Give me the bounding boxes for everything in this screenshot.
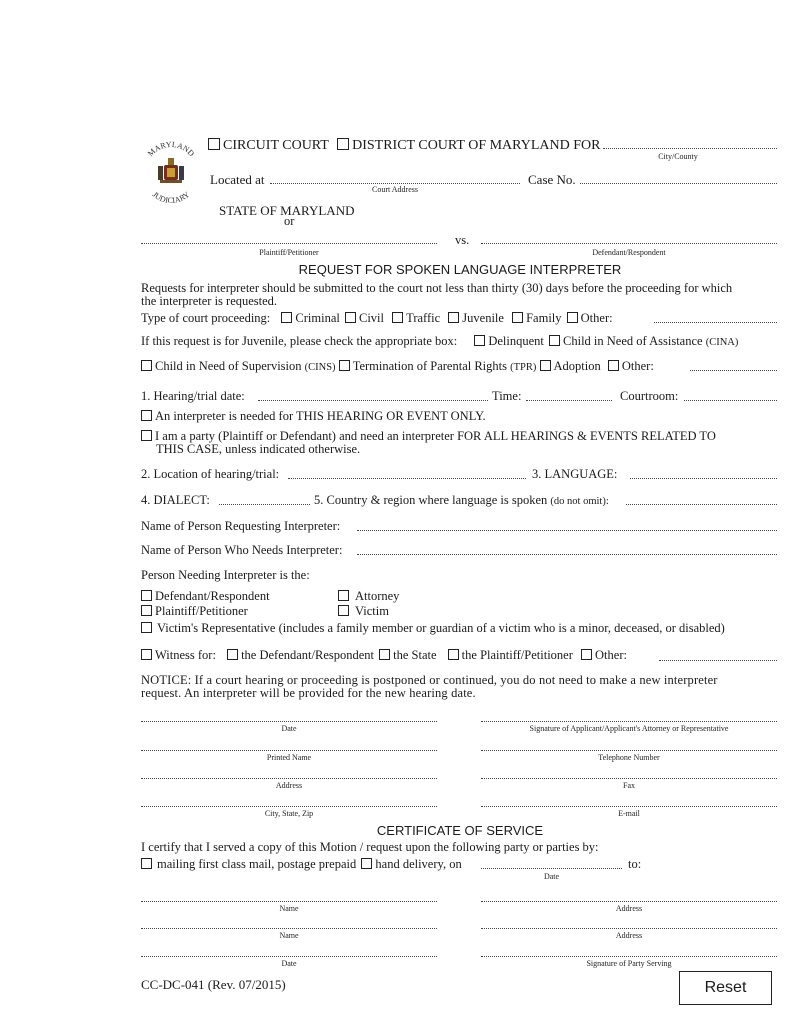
party-address-1-field[interactable] xyxy=(481,901,777,902)
applicant-date-caption: Date xyxy=(281,724,297,733)
printed-name-caption: Printed Name xyxy=(266,753,312,762)
witness-defendant-checkbox[interactable] xyxy=(227,649,238,660)
juvenile-label: Juvenile xyxy=(462,311,504,325)
defendant-caption: Defendant/Respondent xyxy=(592,248,666,257)
server-signature-caption: Signature of Party Serving xyxy=(586,959,672,968)
svg-text:MARYLAND xyxy=(146,140,196,158)
courtroom-field[interactable] xyxy=(684,400,777,401)
plaintiff-petitioner-label: Plaintiff/Petitioner xyxy=(155,604,248,618)
country-note: (do not omit): xyxy=(550,496,609,507)
witness-other-checkbox[interactable] xyxy=(581,649,592,660)
cina-suffix: (CINA) xyxy=(705,337,739,348)
courtroom-label: Courtroom: xyxy=(620,389,679,403)
juvenile-other-checkbox[interactable] xyxy=(608,360,619,371)
victim-representative-checkbox[interactable] xyxy=(141,622,152,633)
traffic-checkbox[interactable] xyxy=(392,312,403,323)
mail-service-label: mailing first class mail, postage prepaid xyxy=(157,857,357,871)
address-caption: Address xyxy=(275,781,303,790)
proceeding-row xyxy=(141,311,613,326)
plaintiff-caption: Plaintiff/Petitioner xyxy=(259,248,319,257)
form-id: CC-DC-041 (Rev. 07/2015) xyxy=(141,977,286,992)
all-hearings-label-line2: THIS CASE, unless indicated otherwise. xyxy=(156,442,361,456)
city-county-caption: City/County xyxy=(658,152,698,161)
family-checkbox[interactable] xyxy=(512,312,523,323)
service-date-caption: Date xyxy=(543,872,560,881)
adoption-label: Adoption xyxy=(553,359,601,373)
cins-suffix: (CINS) xyxy=(304,362,336,373)
adoption-checkbox[interactable] xyxy=(540,360,551,371)
address-field[interactable] xyxy=(141,778,437,779)
witness-state-label: the State xyxy=(393,648,437,662)
party-address-1-caption: Address xyxy=(615,904,643,913)
email-caption: E-mail xyxy=(618,809,640,818)
attorney-checkbox[interactable] xyxy=(338,590,349,601)
juvenile-other-field[interactable] xyxy=(690,370,777,371)
notice-line-2: request. An interpreter will be provided for the new hearing date. xyxy=(141,686,476,700)
seal-top-text: MARYLAND xyxy=(145,139,197,159)
scope-this-hearing-row xyxy=(141,409,486,424)
country-field[interactable] xyxy=(626,504,777,505)
witness-state-checkbox[interactable] xyxy=(379,649,390,660)
cins-label: Child in Need of Supervision xyxy=(155,359,302,373)
hearing-date-label: 1. Hearing/trial date: xyxy=(141,389,245,403)
juvenile-label-text: If this request is for Juvenile, please check the appropriate box: xyxy=(141,334,458,348)
person-is-label: Person Needing Interpreter is the: xyxy=(141,568,310,582)
needer-label: Name of Person Who Needs Interpreter: xyxy=(141,543,343,557)
dialect-field[interactable] xyxy=(219,504,310,505)
all-hearings-checkbox[interactable] xyxy=(141,430,152,441)
reset-button[interactable]: Reset xyxy=(679,971,772,1005)
service-signed-date-caption: Date xyxy=(281,959,297,968)
court-selection-row xyxy=(208,138,600,154)
maryland-judiciary-seal xyxy=(138,138,204,208)
telephone-field[interactable] xyxy=(481,750,777,751)
defendant-respondent-label: Defendant/Respondent xyxy=(155,589,270,603)
or-label: or xyxy=(284,214,295,228)
applicant-signature-field[interactable] xyxy=(481,721,777,722)
case-no-label: Case No. xyxy=(528,172,576,187)
requester-label: Name of Person Requesting Interpreter: xyxy=(141,519,341,533)
location-field[interactable] xyxy=(288,478,526,479)
witness-other-field[interactable] xyxy=(659,660,777,661)
mail-service-checkbox[interactable] xyxy=(141,858,152,869)
district-court-label: DISTRICT COURT OF MARYLAND FOR xyxy=(352,138,601,153)
hand-delivery-checkbox[interactable] xyxy=(361,858,372,869)
dialect-label: 4. DIALECT: xyxy=(141,493,210,507)
party-name-2-caption: Name xyxy=(279,931,299,940)
notice-line-1: NOTICE: If a court hearing or proceeding is postponed or continued, you do not need to make a new interpreter xyxy=(141,673,718,687)
printed-name-field[interactable] xyxy=(141,750,437,751)
intro-line-2: the interpreter is requested. xyxy=(141,294,278,308)
certificate-statement: I certify that I served a copy of this Motion / request upon the following party or parties by: xyxy=(141,840,599,854)
requester-field[interactable] xyxy=(357,530,777,531)
svg-text:JUDICIARY xyxy=(151,190,192,205)
defendant-option xyxy=(141,589,270,604)
juvenile-row-2 xyxy=(141,359,654,374)
party-name-2-field[interactable] xyxy=(141,928,437,929)
located-at-label: Located at xyxy=(210,172,265,187)
country-row xyxy=(314,493,609,508)
witness-row xyxy=(141,648,627,663)
tpr-suffix: (TPR) xyxy=(510,362,537,373)
this-hearing-only-checkbox[interactable] xyxy=(141,410,152,421)
cina-label: Child in Need of Assistance xyxy=(563,334,703,348)
tpr-checkbox[interactable] xyxy=(339,360,350,371)
country-label: 5. Country & region where language is spoken xyxy=(314,493,548,507)
case-no-field[interactable] xyxy=(580,183,777,184)
city-state-zip-caption: City, State, Zip xyxy=(264,809,314,818)
proceeding-other-label: Other: xyxy=(580,311,613,325)
time-field[interactable] xyxy=(526,400,612,401)
tpr-label: Termination of Parental Rights xyxy=(352,359,507,373)
circuit-court-checkbox[interactable] xyxy=(208,138,220,150)
cins-checkbox[interactable] xyxy=(141,360,152,371)
traffic-label: Traffic xyxy=(406,311,441,325)
witness-plaintiff-checkbox[interactable] xyxy=(448,649,459,660)
proceeding-other-checkbox[interactable] xyxy=(567,312,578,323)
party-name-1-field[interactable] xyxy=(141,901,437,902)
victim-label: Victim xyxy=(355,604,389,618)
city-state-zip-field[interactable] xyxy=(141,806,437,807)
defendant-field[interactable] xyxy=(481,243,777,244)
delinquent-checkbox[interactable] xyxy=(474,335,485,346)
service-method-row xyxy=(141,857,462,872)
seal-bottom-text: JUDICIARY xyxy=(150,189,192,206)
telephone-caption: Telephone Number xyxy=(598,753,660,762)
applicant-date-field[interactable] xyxy=(141,721,437,722)
vs-label: vs. xyxy=(455,233,470,247)
certificate-title: CERTIFICATE OF SERVICE xyxy=(376,823,544,838)
attorney-label: Attorney xyxy=(355,589,400,603)
hearing-date-field[interactable] xyxy=(258,400,488,401)
criminal-checkbox[interactable] xyxy=(281,312,292,323)
juvenile-checkbox[interactable] xyxy=(448,312,459,323)
witness-checkbox[interactable] xyxy=(141,649,152,660)
victim-representative-label: Victim's Representative (includes a family member or guardian of a victim who is a minor, deceased, or disabled) xyxy=(157,621,725,635)
server-signature-field[interactable] xyxy=(481,956,777,957)
attorney-option xyxy=(338,589,399,604)
this-hearing-only-label: An interpreter is needed for THIS HEARING OR EVENT ONLY. xyxy=(155,409,486,423)
court-address-caption: Court Address xyxy=(372,185,418,194)
circuit-court-label: CIRCUIT COURT xyxy=(223,138,329,153)
form-title: REQUEST FOR SPOKEN LANGUAGE INTERPRETER xyxy=(298,262,622,277)
court-address-field[interactable] xyxy=(270,183,520,184)
service-date-field[interactable] xyxy=(481,868,622,869)
delinquent-label: Delinquent xyxy=(488,334,544,348)
state-of-maryland-label: STATE OF MARYLAND xyxy=(219,203,355,218)
witness-defendant-label: the Defendant/Respondent xyxy=(241,648,375,662)
criminal-label: Criminal xyxy=(295,311,340,325)
needer-field[interactable] xyxy=(357,554,777,555)
victim-rep-option xyxy=(141,621,725,636)
plaintiff-option xyxy=(141,604,248,619)
party-address-2-field[interactable] xyxy=(481,928,777,929)
applicant-signature-caption: Signature of Applicant/Applicant's Attorney or Representative xyxy=(529,724,729,733)
to-label: to: xyxy=(628,857,642,871)
witness-other-label: Other: xyxy=(595,648,627,662)
city-county-field[interactable] xyxy=(603,148,777,149)
defendant-respondent-checkbox[interactable] xyxy=(141,590,152,601)
plaintiff-field[interactable] xyxy=(141,243,437,244)
email-field[interactable] xyxy=(481,806,777,807)
language-label: 3. LANGUAGE: xyxy=(532,467,618,481)
civil-label: Civil xyxy=(359,311,385,325)
juvenile-other-label: Other: xyxy=(621,359,654,373)
hand-delivery-label: hand delivery, on xyxy=(375,857,462,871)
witness-plaintiff-label: the Plaintiff/Petitioner xyxy=(461,648,573,662)
plaintiff-petitioner-checkbox[interactable] xyxy=(141,605,152,616)
proceeding-other-field[interactable] xyxy=(654,322,777,323)
language-field[interactable] xyxy=(630,478,777,479)
time-label: Time: xyxy=(492,389,522,403)
family-label: Family xyxy=(526,311,562,325)
all-hearings-label: I am a party (Plaintiff or Defendant) and need an interpreter FOR ALL HEARINGS & EVENTS RELATED TO xyxy=(155,429,716,443)
proceeding-label: Type of court proceeding: xyxy=(141,311,271,325)
party-name-1-caption: Name xyxy=(279,904,299,913)
intro-line-1: Requests for interpreter should be submitted to the court not less than thirty (30) days before the proceeding for which xyxy=(141,281,733,295)
cina-checkbox[interactable] xyxy=(549,335,560,346)
fax-caption: Fax xyxy=(623,781,635,790)
witness-label: Witness for: xyxy=(155,648,216,662)
party-address-2-caption: Address xyxy=(615,931,643,940)
location-label: 2. Location of hearing/trial: xyxy=(141,467,280,481)
juvenile-row-1 xyxy=(141,334,738,349)
fax-field[interactable] xyxy=(481,778,777,779)
service-signed-date-field[interactable] xyxy=(141,956,437,957)
victim-option xyxy=(338,604,389,619)
victim-checkbox[interactable] xyxy=(338,605,349,616)
district-court-checkbox[interactable] xyxy=(337,138,349,150)
civil-checkbox[interactable] xyxy=(345,312,356,323)
